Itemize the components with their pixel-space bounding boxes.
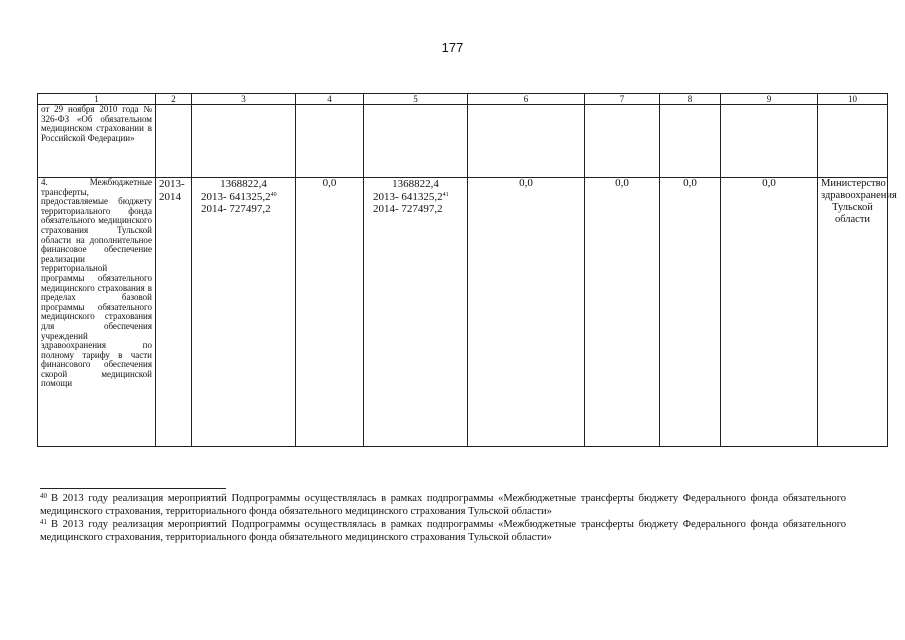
footnote-text: В 2013 году реализация мероприятий Подпрограммы осуществлялась в рамках подпрограммы «Межбюджетные трансферты бюджету Федерального фонда обязательного медицинского страхования, территориального фонда обязательного медицинского страхования Тульской области» — [40, 519, 846, 543]
table-row-law-reference — [38, 105, 888, 178]
funding-col5-cell — [364, 178, 468, 447]
responsible-executor: Министерство здравоохранения Тульской области — [818, 178, 888, 447]
funding-col5-2014: 2014- 727497,2 — [373, 203, 443, 215]
empty-cell — [721, 105, 818, 178]
column-header-2: 2 — [156, 94, 192, 105]
footnote-text: В 2013 году реализация мероприятий Подпрограммы осуществлялась в рамках подпрограммы «Межбюджетные трансферты бюджету Федерального фонда обязательного медицинского страхования, территориального фонда обязательного медицинского страхования Тульской области» — [40, 493, 846, 517]
page-number: 177 — [441, 40, 464, 55]
funding-col5-amount: 1368822,4 — [392, 178, 439, 190]
footnote-ref-41: 41 — [442, 191, 449, 198]
footnote-40 — [40, 492, 846, 518]
footnote-divider — [40, 488, 226, 489]
funding-col7: 0,0 — [585, 178, 660, 447]
empty-cell — [156, 105, 192, 178]
law-reference-text: от 29 ноября 2010 года № 326-ФЗ «Об обязательном медицинском страховании в Российской Федерации» — [38, 105, 156, 178]
column-header-3: 3 — [192, 94, 296, 105]
total-funding-cell — [192, 178, 296, 447]
funding-col4: 0,0 — [296, 178, 364, 447]
column-header-10: 10 — [818, 94, 888, 105]
total-funding-2013 — [195, 191, 292, 204]
funding-col9: 0,0 — [721, 178, 818, 447]
funding-col5-2013-value: 2013- 641325,2 — [373, 190, 443, 203]
funding-col8: 0,0 — [660, 178, 721, 447]
total-funding-amount: 1368822,4 — [220, 178, 267, 190]
empty-cell — [660, 105, 721, 178]
column-header-4: 4 — [296, 94, 364, 105]
empty-cell — [468, 105, 585, 178]
measure-description: 4. Межбюджетные трансферты, предоставляемые бюджету территориального фонда обязательного медицинского страхования Тульской области на дополнительное финансовое обеспечение реализации территориальной программы обязательного медицинского страхования в пределах базовой программы обязательного медицинского страхования для обеспечения учреждений здравоохранения по полному тарифу в части финансового обеспечения скорой медицинской помощи — [38, 178, 156, 447]
column-header-1: 1 — [38, 94, 156, 105]
footnote-mark: 40 — [40, 492, 47, 500]
column-header-8: 8 — [660, 94, 721, 105]
empty-cell — [192, 105, 296, 178]
period-end: 2014 — [159, 191, 181, 203]
empty-cell — [818, 105, 888, 178]
funding-col6: 0,0 — [468, 178, 585, 447]
total-funding-2014: 2014- 727497,2 — [201, 203, 271, 215]
column-header-5: 5 — [364, 94, 468, 105]
column-header-7: 7 — [585, 94, 660, 105]
table-row-transfers — [38, 178, 888, 447]
empty-cell — [296, 105, 364, 178]
column-number-row — [38, 94, 888, 105]
period-start: 2013- — [159, 178, 185, 190]
footnotes-section — [40, 492, 846, 544]
footnote-41 — [40, 518, 846, 544]
implementation-period — [156, 178, 192, 447]
funding-col5-2013 — [367, 191, 464, 204]
total-funding-2013-value: 2013- 641325,2 — [201, 190, 271, 203]
empty-cell — [585, 105, 660, 178]
empty-cell — [364, 105, 468, 178]
column-header-6: 6 — [468, 94, 585, 105]
column-header-9: 9 — [721, 94, 818, 105]
footnote-ref-40: 40 — [270, 191, 277, 198]
footnote-mark: 41 — [40, 518, 47, 526]
budget-table — [37, 93, 897, 447]
